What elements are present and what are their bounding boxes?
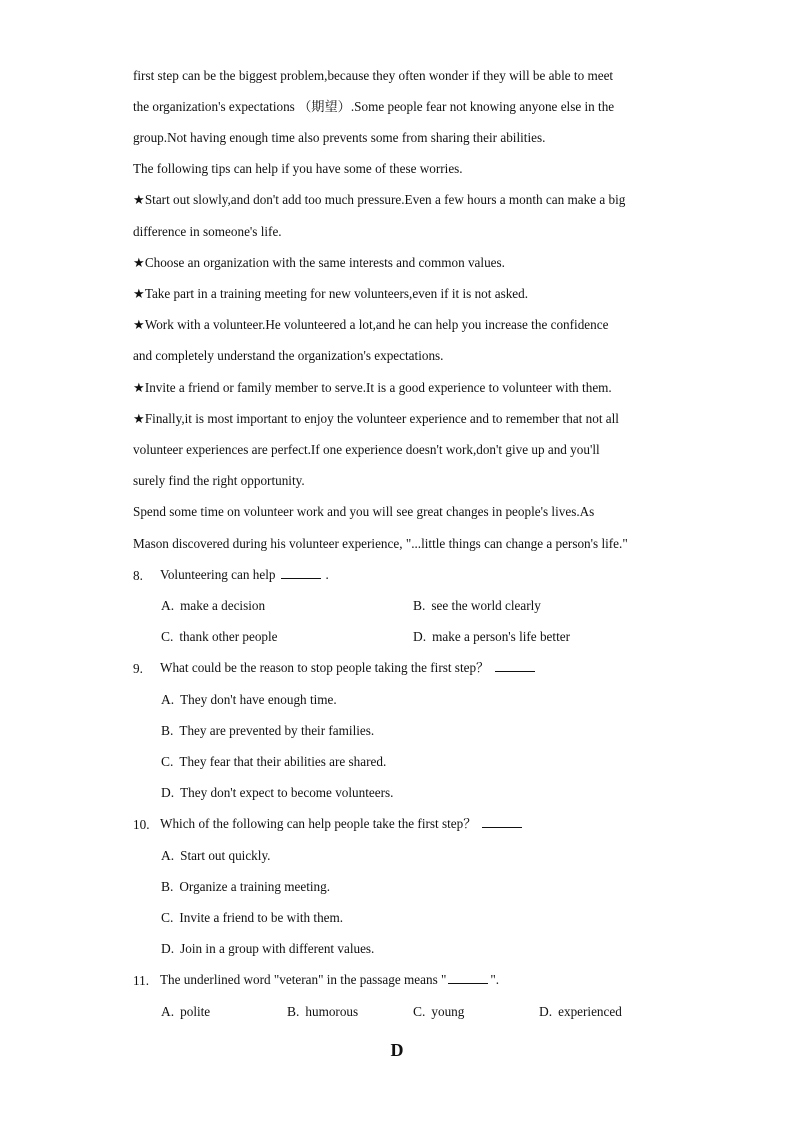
question-10-text [160, 816, 522, 832]
question-8-option-c[interactable] [161, 629, 278, 645]
option-text: Join in a group with different values. [180, 941, 375, 956]
option-letter: D. [161, 941, 175, 956]
option-text: polite [180, 1004, 211, 1019]
option-text: see the world clearly [431, 598, 541, 613]
option-text: young [431, 1004, 465, 1019]
option-text: They don't expect to become volunteers. [180, 785, 394, 800]
option-letter: B. [287, 1004, 300, 1019]
passage-line: the organization's expectations （期望）.Some people fear not knowing anyone else in the [133, 99, 615, 114]
option-letter: A. [161, 598, 175, 613]
question-10-stem: Which of the following can help people take the first step？ [160, 816, 477, 831]
option-letter: B. [161, 723, 174, 738]
question-9-option-a[interactable] [161, 692, 337, 708]
option-text: Start out quickly. [180, 848, 271, 863]
question-8-number: 8. [133, 568, 143, 583]
option-letter: B. [161, 879, 174, 894]
passage-line: ★Take part in a training meeting for new volunteers,even if it is not asked. [133, 286, 529, 301]
question-9-stem: What could be the reason to stop people taking the first step？ [160, 660, 490, 675]
option-letter: D. [413, 629, 427, 644]
passage-line: surely find the right opportunity. [133, 473, 305, 488]
passage-line: difference in someone's life. [133, 224, 282, 239]
option-text: Invite a friend to be with them. [179, 910, 344, 925]
question-10-number: 10. [133, 817, 150, 832]
option-text: They don't have enough time. [180, 692, 337, 707]
passage-line: group.Not having enough time also prevents some from sharing their abilities. [133, 130, 546, 145]
question-8-option-d[interactable] [413, 629, 570, 645]
answer-blank[interactable] [495, 660, 535, 672]
option-letter: D. [161, 785, 175, 800]
passage-line: and completely understand the organization's expectations. [133, 348, 444, 363]
passage-line: ★Finally,it is most important to enjoy the volunteer experience and to remember that not all [133, 411, 619, 426]
question-11-number: 11. [133, 973, 149, 988]
question-10-option-d[interactable] [161, 941, 374, 957]
answer-blank[interactable] [482, 816, 522, 828]
option-letter: C. [161, 910, 174, 925]
option-letter: B. [413, 598, 426, 613]
question-11-option-b[interactable] [287, 1004, 358, 1020]
question-8-suffix: . [325, 567, 329, 582]
passage-line: The following tips can help if you have some of these worries. [133, 161, 463, 176]
question-9-option-d[interactable] [161, 785, 393, 801]
question-11-option-d[interactable] [539, 1004, 622, 1020]
passage-line: ★Start out slowly,and don't add too much pressure.Even a few hours a month can make a big [133, 192, 626, 207]
option-text: make a decision [180, 598, 266, 613]
question-11-suffix: ". [490, 972, 500, 987]
question-10-option-c[interactable] [161, 910, 343, 926]
passage-line: Spend some time on volunteer work and you will see great changes in people's lives.As [133, 504, 595, 519]
passage-line: ★Work with a volunteer.He volunteered a lot,and he can help you increase the confidence [133, 317, 609, 332]
section-heading: D [390, 1040, 404, 1060]
option-text: They are prevented by their families. [179, 723, 375, 738]
option-letter: C. [161, 629, 174, 644]
option-letter: A. [161, 1004, 175, 1019]
option-letter: C. [161, 754, 174, 769]
question-10-option-b[interactable] [161, 879, 330, 895]
question-8-stem: Volunteering can help [160, 567, 276, 582]
passage-line: first step can be the biggest problem,because they often wonder if they will be able to meet [133, 68, 614, 83]
question-11-option-c[interactable] [413, 1004, 464, 1020]
option-text: humorous [305, 1004, 359, 1019]
question-9-number: 9. [133, 661, 143, 676]
passage-line: ★Choose an organization with the same interests and common values. [133, 255, 505, 270]
question-11-text [160, 972, 499, 988]
question-11-stem: The underlined word "veteran" in the passage means " [160, 972, 447, 987]
question-8-option-b[interactable] [413, 598, 541, 614]
option-text: make a person's life better [432, 629, 570, 644]
question-8-text [160, 567, 329, 583]
question-10-option-a[interactable] [161, 848, 270, 864]
passage-line: volunteer experiences are perfect.If one experience doesn't work,don't give up and you'll [133, 442, 600, 457]
question-9-option-c[interactable] [161, 754, 386, 770]
question-8-option-a[interactable] [161, 598, 265, 614]
option-text: experienced [558, 1004, 622, 1019]
question-9-text [160, 660, 535, 676]
passage-line: ★Invite a friend or family member to serve.It is a good experience to volunteer with them. [133, 380, 612, 395]
question-9-option-b[interactable] [161, 723, 374, 739]
question-11-option-a[interactable] [161, 1004, 210, 1020]
option-text: They fear that their abilities are shared. [179, 754, 387, 769]
option-letter: C. [413, 1004, 426, 1019]
option-letter: A. [161, 848, 175, 863]
option-letter: D. [539, 1004, 553, 1019]
answer-blank[interactable] [448, 972, 488, 984]
option-letter: A. [161, 692, 175, 707]
option-text: Organize a training meeting. [179, 879, 331, 894]
option-text: thank other people [179, 629, 278, 644]
answer-blank[interactable] [281, 567, 321, 579]
passage-line: Mason discovered during his volunteer experience, "...little things can change a person's life." [133, 536, 628, 551]
